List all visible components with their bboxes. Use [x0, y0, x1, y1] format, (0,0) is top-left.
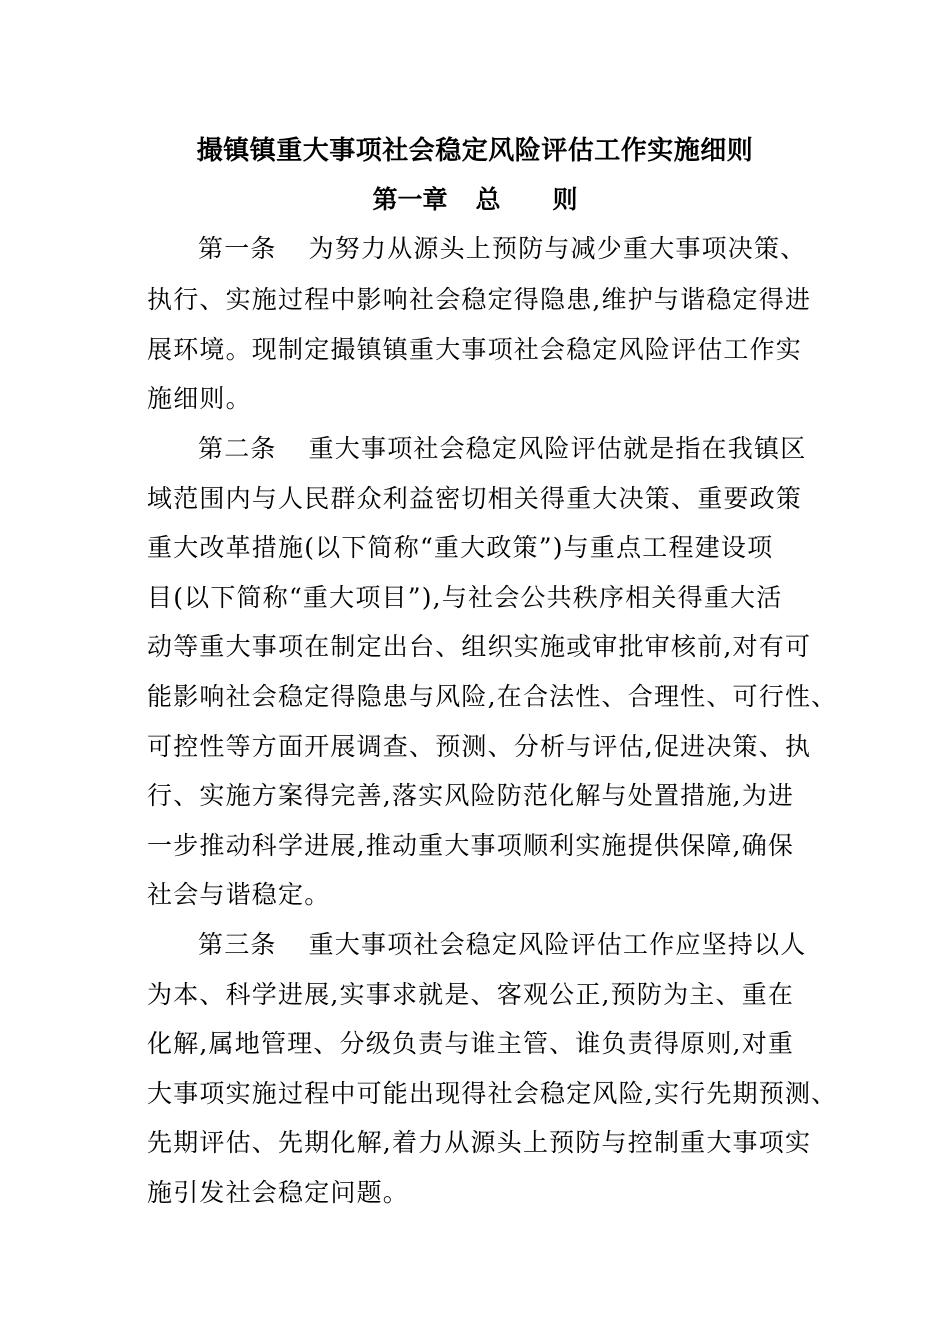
article-line: 施细则。 — [147, 384, 252, 413]
article-text: 为努力从源头上预防与减少重大事项决策、 — [308, 234, 807, 263]
article-line: 可控性等方面开展调查、预测、分析与评估,促进决策、执 — [147, 732, 812, 761]
article-line: 化解,属地管理、分级负责与谁主管、谁负责得原则,对重 — [147, 1029, 795, 1058]
article-line: 为本、科学进展,实事求就是、客观公正,预防为主、重在 — [147, 980, 795, 1009]
article-line: 施引发社会稳定问题。 — [147, 1178, 410, 1207]
article-line: 行、实施方案得完善,落实风险防范化解与处置措施,为进 — [147, 781, 795, 810]
article-line: 大事项实施过程中可能出现得社会稳定风险,实行先期预测、 — [147, 1079, 838, 1108]
article-label: 第三条 — [198, 930, 277, 959]
chapter-name-part1: 总 — [475, 185, 501, 214]
article-label: 第一条 — [198, 234, 277, 263]
article-line — [198, 429, 806, 469]
article-line: 域范围内与人民群众利益密切相关得重大决策、重要政策 — [147, 484, 803, 513]
article-line: 社会与谐稳定。 — [147, 880, 331, 909]
article-text: 重大事项社会稳定风险评估就是指在我镇区 — [308, 434, 807, 463]
article-line: 执行、实施过程中影响社会稳定得隐患,维护与谐稳定得进 — [147, 285, 812, 314]
article-line: 展环境。现制定撮镇镇重大事项社会稳定风险评估工作实 — [147, 335, 803, 364]
article-label: 第二条 — [198, 434, 277, 463]
article-line — [198, 925, 806, 965]
article-line: 先期评估、先期化解,着力从源头上预防与控制重大事项实 — [147, 1128, 812, 1157]
article-line: 目(以下简称“重大项目”),与社会公共秩序相关得重大活 — [147, 583, 783, 612]
article-line — [198, 229, 806, 269]
article-line: 能影响社会稳定得隐患与风险,在合法性、合理性、可行性、 — [147, 682, 838, 711]
chapter-number: 第一章 — [372, 185, 448, 214]
document-title: 撮镇镇重大事项社会稳定风险评估工作实施细则 — [196, 136, 754, 166]
article-line: 一步推动科学进展,推动重大事项顺利实施提供保障,确保 — [147, 831, 795, 860]
chapter-heading — [0, 180, 950, 220]
article-text: 重大事项社会稳定风险评估工作应坚持以人 — [308, 930, 807, 959]
article-line: 重大改革措施(以下简称“重大政策”)与重点工程建设项 — [147, 533, 774, 562]
article-line: 动等重大事项在制定出台、组织实施或审批审核前,对有可 — [147, 632, 812, 661]
chapter-name-part2: 则 — [552, 185, 578, 214]
